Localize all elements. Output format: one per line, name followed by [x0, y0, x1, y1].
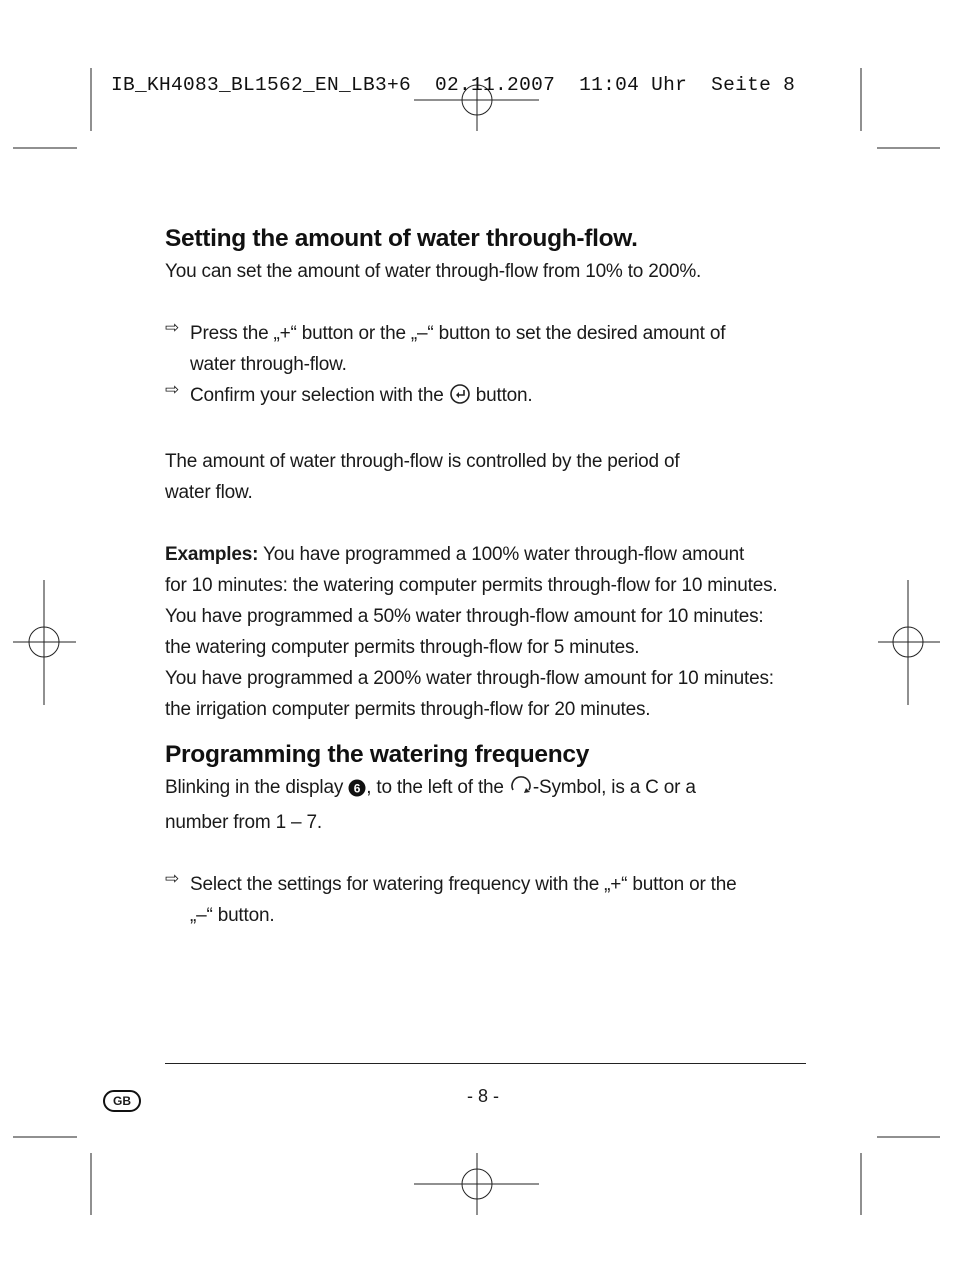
examples-line [165, 539, 815, 570]
step-confirm [165, 380, 815, 415]
frequency-text-line: number from 1 – 7. [165, 812, 322, 833]
footer-rule [165, 1063, 806, 1064]
step-text-before: Confirm your selection with the [190, 385, 444, 406]
examples-line: the irrigation computer permits through-flow for 20 minutes. [165, 699, 651, 720]
section-title-water-flow: Setting the amount of water through-flow. [165, 225, 638, 252]
section-title-frequency: Programming the watering frequency [165, 741, 590, 768]
country-badge: GB [103, 1090, 141, 1112]
confirm-button-icon [449, 383, 471, 415]
examples-label: Examples: [165, 544, 259, 565]
step-text-line: „–“ button. [190, 905, 275, 926]
frequency-symbol-icon [509, 775, 533, 807]
display-number: 6 [353, 781, 361, 796]
arrow-right-icon: ⇨ [165, 318, 180, 337]
page-content [165, 222, 815, 931]
page-number: - 8 - [466, 1086, 499, 1106]
step-text-line: Select the settings for watering frequency with the „+“ button or the [190, 874, 737, 895]
step-set-amount [165, 318, 815, 380]
examples-text: You have programmed a 100% water through-flow amount [263, 544, 745, 565]
arrow-right-icon: ⇨ [165, 869, 180, 888]
print-slug: IB_KH4083_BL1562_EN_LB3+6 02.11.2007 11:04 Uhr Seite 8 [111, 74, 796, 96]
note-text: The amount of water through-flow is controlled by the period of [165, 451, 680, 472]
examples-line: for 10 minutes: the watering computer permits through-flow for 10 minutes. [165, 575, 778, 596]
frequency-text [165, 772, 815, 807]
step-text [190, 380, 815, 415]
intro-text: You can set the amount of water through-flow from 10% to 200%. [165, 261, 702, 282]
step-text-line: Press the „+“ button or the „–“ button to set the desired amount of [190, 323, 726, 344]
display-number-badge [348, 776, 366, 807]
examples-line: the watering computer permits through-flow for 5 minutes. [165, 637, 640, 658]
arrow-right-icon: ⇨ [165, 380, 180, 399]
frequency-text-middle: , to the left of the [366, 777, 504, 798]
note-text: water flow. [165, 482, 253, 503]
step-text-after: button. [475, 385, 533, 406]
frequency-text-before: Blinking in the display [165, 777, 344, 798]
frequency-text-after: -Symbol, is a C or a [532, 777, 696, 798]
step-select-frequency [165, 869, 815, 931]
examples-line: You have programmed a 200% water through-flow amount for 10 minutes: [165, 668, 774, 689]
step-text-line: water through-flow. [190, 354, 347, 375]
examples-line: You have programmed a 50% water through-flow amount for 10 minutes: [165, 606, 764, 627]
